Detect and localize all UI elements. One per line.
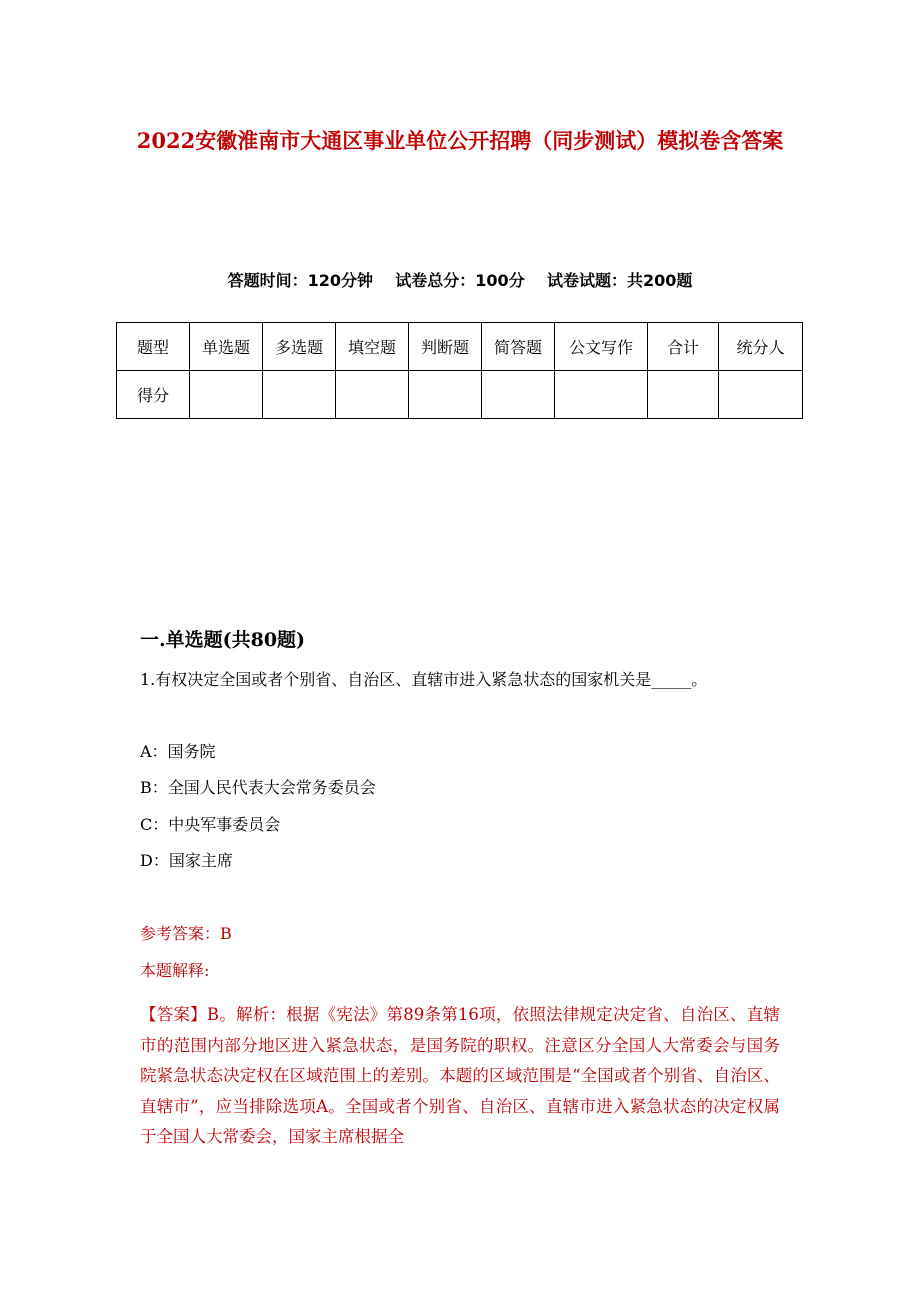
explanation-text: 【答案】B。解析：根据《宪法》第89条第16项，依照法律规定决定省、自治区、直辖市的范围内部分地区进入紧急状态，是国务院的职权。注意区分全国人大常委会与国务院紧急状态决定权在区域范围上的差别。本题的区域范围是“全国或者个别省、自治区、直辖市”，应当排除选项A。全国或者个别省、自治区、直辖市进入紧急状态的决定权属于全国人大常委会，国家主席根据全 (140, 1005, 780, 1146)
score-header-cell: 判断题 (409, 323, 482, 371)
option-d: D：国家主席 (140, 851, 233, 870)
option-a: A：国务院 (140, 742, 216, 761)
score-header-cell: 公文写作 (555, 323, 648, 371)
option-c: C：中央军事委员会 (140, 815, 281, 834)
score-header-cell: 单选题 (190, 323, 263, 371)
score-table-score-row (117, 371, 803, 419)
score-header-cell: 多选题 (263, 323, 336, 371)
score-header-cell: 合计 (648, 323, 719, 371)
score-header-cell: 题型 (117, 323, 190, 371)
document-title: 2022安徽淮南市大通区事业单位公开招聘（同步测试）模拟卷含答案 (136, 128, 784, 153)
option-b: B：全国人民代表大会常务委员会 (140, 778, 376, 797)
score-cell (482, 371, 555, 419)
score-row-label: 得分 (117, 371, 190, 419)
question-stem: 1.有权决定全国或者个别省、自治区、直辖市进入紧急状态的国家机关是_____。 (140, 670, 708, 689)
score-cell (648, 371, 719, 419)
explanation-label: 本题解释: (140, 961, 210, 980)
score-cell (263, 371, 336, 419)
score-table (116, 322, 803, 419)
score-table-header-row (117, 323, 803, 371)
reference-answer: 参考答案：B (140, 924, 232, 943)
exam-meta: 答题时间：120分钟 试卷总分：100分 试卷试题：共200题 (227, 271, 693, 290)
score-header-cell: 填空题 (336, 323, 409, 371)
score-header-cell: 简答题 (482, 323, 555, 371)
score-cell (336, 371, 409, 419)
score-cell (190, 371, 263, 419)
section-title: 一.单选题(共80题) (140, 629, 306, 651)
score-cell (555, 371, 648, 419)
score-header-cell: 统分人 (719, 323, 803, 371)
score-cell (409, 371, 482, 419)
score-cell (719, 371, 803, 419)
